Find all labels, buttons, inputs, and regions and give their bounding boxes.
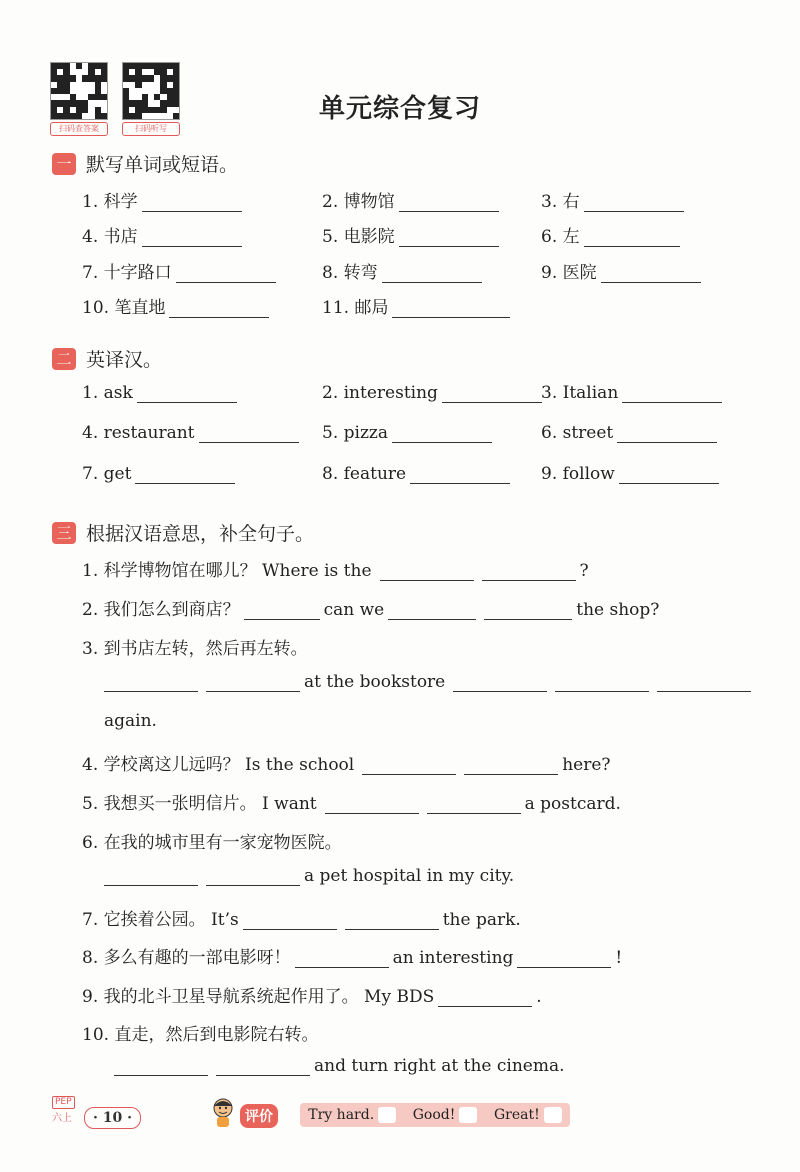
- checkbox[interactable]: [459, 1107, 477, 1123]
- grade-label: 六上: [52, 1113, 72, 1124]
- answer-blank[interactable]: [392, 299, 510, 318]
- answer-blank[interactable]: [657, 673, 751, 692]
- answer-blank[interactable]: [114, 1057, 208, 1076]
- answer-blank[interactable]: [427, 795, 521, 814]
- answer-blank[interactable]: [142, 228, 242, 247]
- evaluation-bar: [300, 1103, 570, 1127]
- answer-blank[interactable]: [104, 673, 198, 692]
- sentence-8: 8. 多么有趣的一部电影呀！ an interesting !: [82, 948, 623, 968]
- answer-blank[interactable]: [399, 228, 499, 247]
- list-item: 4. restaurant: [82, 423, 303, 443]
- answer-blank[interactable]: [325, 795, 419, 814]
- answer-blank[interactable]: [380, 562, 474, 581]
- list-item: 2. 博物馆: [322, 187, 503, 212]
- sentence-1: 1. 科学博物馆在哪儿？ Where is the ?: [82, 561, 589, 581]
- section-1-heading: [52, 150, 238, 177]
- list-item: 9. follow: [541, 464, 723, 484]
- list-item: 6. 左: [541, 222, 684, 247]
- answer-blank[interactable]: [619, 465, 719, 484]
- answer-blank[interactable]: [199, 424, 299, 443]
- answer-blank[interactable]: [382, 264, 482, 283]
- sentence-4: 4. 学校离这儿远吗？ Is the school here?: [82, 755, 611, 775]
- sentence-6-answer: a pet hospital in my city.: [100, 866, 514, 886]
- list-item: 7. get: [82, 464, 239, 484]
- sentence-9: 9. 我的北斗卫星导航系统起作用了。 My BDS .: [82, 987, 542, 1007]
- section-2-heading: [52, 345, 162, 372]
- answer-blank[interactable]: [555, 673, 649, 692]
- list-item: 3. 右: [541, 187, 688, 212]
- answer-blank[interactable]: [142, 193, 242, 212]
- answer-blank[interactable]: [362, 756, 456, 775]
- section-number: 一: [52, 153, 76, 175]
- answer-blank[interactable]: [438, 988, 532, 1007]
- sentence-3-prompt: 3. 到书店左转，然后再左转。: [82, 639, 308, 659]
- list-item: 8. feature: [322, 464, 514, 484]
- checkbox[interactable]: [544, 1107, 562, 1123]
- answer-blank[interactable]: [442, 384, 542, 403]
- answer-blank[interactable]: [464, 756, 558, 775]
- list-item: 11. 邮局: [322, 293, 514, 318]
- page-title: 单元综合复习: [318, 94, 481, 124]
- answer-blank[interactable]: [176, 264, 276, 283]
- list-item: 10. 笔直地: [82, 293, 273, 318]
- answer-blank[interactable]: [345, 911, 439, 930]
- answer-blank[interactable]: [206, 867, 300, 886]
- page-number: · 10 ·: [84, 1107, 141, 1129]
- answer-blank[interactable]: [399, 193, 499, 212]
- answer-blank[interactable]: [295, 949, 389, 968]
- section-title: 默写单词或短语。: [86, 154, 239, 176]
- answer-blank[interactable]: [216, 1057, 310, 1076]
- sentence-10-answer: and turn right at the cinema.: [110, 1056, 565, 1076]
- list-item: 4. 书店: [82, 222, 246, 247]
- answer-blank[interactable]: [243, 911, 337, 930]
- list-item: 6. street: [541, 423, 721, 443]
- list-item: 9. 医院: [541, 258, 705, 283]
- list-item: 5. pizza: [322, 423, 496, 443]
- option-great[interactable]: Great!: [494, 1107, 562, 1123]
- answer-blank[interactable]: [622, 384, 722, 403]
- answer-blank[interactable]: [617, 424, 717, 443]
- answer-blank[interactable]: [482, 562, 576, 581]
- qr-caption: 扫码听写: [122, 122, 180, 136]
- grade-tag: [52, 1096, 75, 1124]
- answer-blank[interactable]: [244, 601, 320, 620]
- pep-label: PEP: [52, 1096, 75, 1109]
- section-3-heading: [52, 519, 314, 546]
- sentence-5: 5. 我想买一张明信片。 I want a postcard.: [82, 794, 621, 814]
- sentence-2: 2. 我们怎么到商店？ can we the shop?: [82, 600, 660, 620]
- section-number: 二: [52, 348, 76, 370]
- answer-blank[interactable]: [104, 867, 198, 886]
- answer-blank[interactable]: [392, 424, 492, 443]
- answer-blank[interactable]: [135, 465, 235, 484]
- section-number: 三: [52, 522, 76, 544]
- answer-blank[interactable]: [137, 384, 237, 403]
- answer-blank[interactable]: [584, 193, 684, 212]
- evaluation-label: 评价: [240, 1104, 278, 1128]
- sentence-3-answer: at the bookstore: [100, 672, 755, 692]
- answer-blank[interactable]: [410, 465, 510, 484]
- kid-mascot-icon: [207, 1096, 239, 1130]
- section-title: 英译汉。: [86, 349, 163, 371]
- list-item: 7. 十字路口: [82, 258, 280, 283]
- sentence-7: 7. 它挨着公园。 It’s the park.: [82, 910, 521, 930]
- list-item: 5. 电影院: [322, 222, 503, 247]
- sentence-6-prompt: 6. 在我的城市里有一家宠物医院。: [82, 833, 342, 853]
- list-item: 3. Italian: [541, 383, 726, 403]
- list-item: 8. 转弯: [322, 258, 486, 283]
- sentence-3-end: again.: [104, 711, 157, 731]
- answer-blank[interactable]: [453, 673, 547, 692]
- option-try-hard[interactable]: Try hard.: [308, 1107, 396, 1123]
- list-item: 2. interesting: [322, 383, 546, 403]
- answer-blank[interactable]: [584, 228, 680, 247]
- answer-blank[interactable]: [169, 299, 269, 318]
- answer-blank[interactable]: [206, 673, 300, 692]
- sentence-10-prompt: 10. 直走，然后到电影院右转。: [82, 1025, 319, 1045]
- option-good[interactable]: Good!: [413, 1107, 478, 1123]
- list-item: 1. 科学: [82, 187, 246, 212]
- list-item: 1. ask: [82, 383, 241, 403]
- answer-blank[interactable]: [484, 601, 572, 620]
- answer-blank[interactable]: [517, 949, 611, 968]
- qr-caption: 扫码查答案: [50, 122, 108, 136]
- answer-blank[interactable]: [388, 601, 476, 620]
- section-title: 根据汉语意思，补全句子。: [86, 523, 315, 545]
- answer-blank[interactable]: [601, 264, 701, 283]
- checkbox[interactable]: [378, 1107, 396, 1123]
